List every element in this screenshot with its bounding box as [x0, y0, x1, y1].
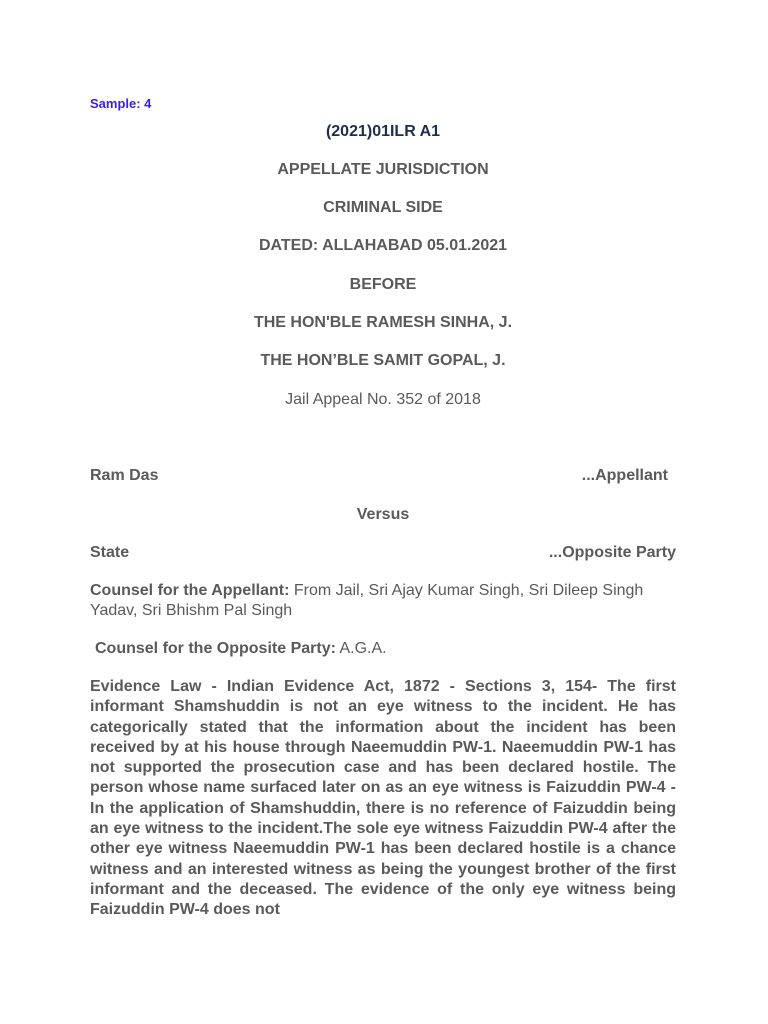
judge-1: THE HON'BLE RAMESH SINHA, J. — [253, 314, 513, 331]
appellant-row — [90, 466, 676, 486]
appellant-name: Ram Das — [90, 467, 159, 484]
before-heading: BEFORE — [349, 276, 417, 293]
versus-label: Versus — [356, 506, 410, 523]
counsel-opposite-label: Counsel for the Opposite Party: — [95, 640, 336, 657]
respondent-role: ...Opposite Party — [548, 544, 676, 561]
dated-heading: DATED: ALLAHABAD 05.01.2021 — [258, 237, 508, 254]
respondent-row — [90, 543, 676, 563]
jurisdiction-heading: APPELLATE JURISDICTION — [277, 161, 489, 178]
counsel-appellant-label: Counsel for the Appellant: — [90, 582, 290, 599]
side-heading: CRIMINAL SIDE — [323, 199, 443, 216]
sample-label: Sample: 4 — [90, 96, 152, 111]
judge-2: THE HON’BLE SAMIT GOPAL, J. — [260, 352, 506, 369]
headnote-paragraph: Evidence Law - Indian Evidence Act, 1872 - Sections 3, 154- The first informant Shamshuddin is not an eye witness to the incident. He has categorically stated that the information about the incident has been received by at his house through Naeemuddin PW-1. Naeemuddin PW-1 has not supported the prosecution case and has been declared hostile. The person whose name surfaced later on as an eye witness is Faizuddin PW-4 - In the application of Shamshuddin, there is no reference of Faizuddin being an eye witness to the incident.The sole eye witness Faizuddin PW-4 after the other eye witness Naeemuddin PW-1 has been declared hostile is a chance witness and an interested witness as being the youngest brother of the first informant and the deceased. The evidence of the only eye witness being Faizuddin PW-4 does not — [90, 678, 676, 919]
appellant-role: ...Appellant — [581, 467, 668, 484]
respondent-name: State — [90, 544, 130, 561]
appeal-number: Jail Appeal No. 352 of 2018 — [285, 391, 481, 408]
counsel-appellant-value: From Jail, Sri Ajay Kumar Singh, Sri Dileep Singh Yadav, Sri Bhishm Pal Singh — [90, 582, 644, 619]
citation: (2021)01ILR A1 — [325, 123, 441, 140]
counsel-opposite-value: A.G.A. — [335, 640, 387, 657]
counsel-appellant — [90, 581, 676, 621]
counsel-opposite — [95, 639, 681, 659]
